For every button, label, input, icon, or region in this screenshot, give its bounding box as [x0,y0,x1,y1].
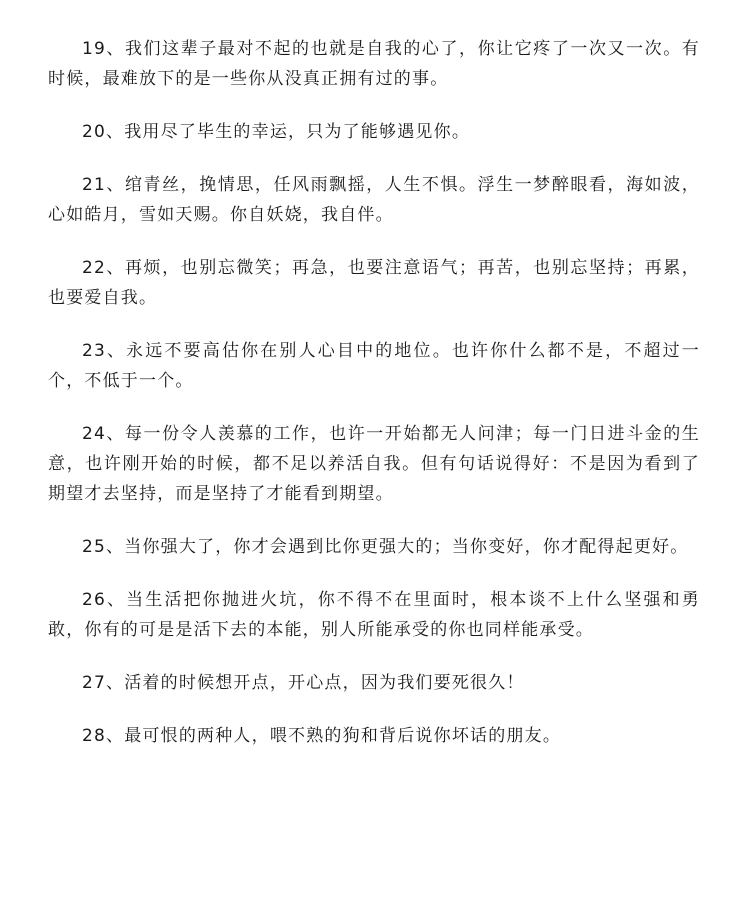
document-page [48,34,700,774]
paragraph-28: 28、最可恨的两种人，喂不熟的狗和背后说你坏话的朋友。 [82,726,562,746]
paragraph-22: 22、再烦，也别忘微笑；再急，也要注意语气；再苦，也别忘坚持；再累，也要爱自我。 [48,258,700,308]
paragraph-23: 23、永远不要高估你在别人心目中的地位。也许你什么都不是，不超过一个，不低于一个。 [48,341,700,391]
paragraph-20: 20、我用尽了毕生的幸运，只为了能够遇见你。 [82,122,471,142]
paragraph-24: 24、每一份令人羡慕的工作，也许一开始都无人问津；每一门日进斗金的生意，也许刚开始的时候，都不足以养活自我。但有句话说得好：不是因为看到了期望才去坚持，而是坚持了才能看到期望。 [48,424,700,504]
paragraph-27: 27、活着的时候想开点，开心点，因为我们要死很久！ [82,673,525,693]
paragraph-19: 19、我们这辈子最对不起的也就是自我的心了，你让它疼了一次又一次。有时候，最难放下的是一些你从没真正拥有过的事。 [48,39,700,89]
paragraph-21: 21、绾青丝，挽情思，任风雨飘摇，人生不惧。浮生一梦醉眼看，海如波，心如皓月，雪如天赐。你自妖娆，我自伴。 [48,175,700,225]
paragraph-26: 26、当生活把你抛进火坑，你不得不在里面时，根本谈不上什么坚强和勇敢，你有的可是是活下去的本能，别人所能承受的你也同样能承受。 [48,590,700,640]
paragraph-25: 25、当你强大了，你才会遇到比你更强大的；当你变好，你才配得起更好。 [82,537,689,557]
